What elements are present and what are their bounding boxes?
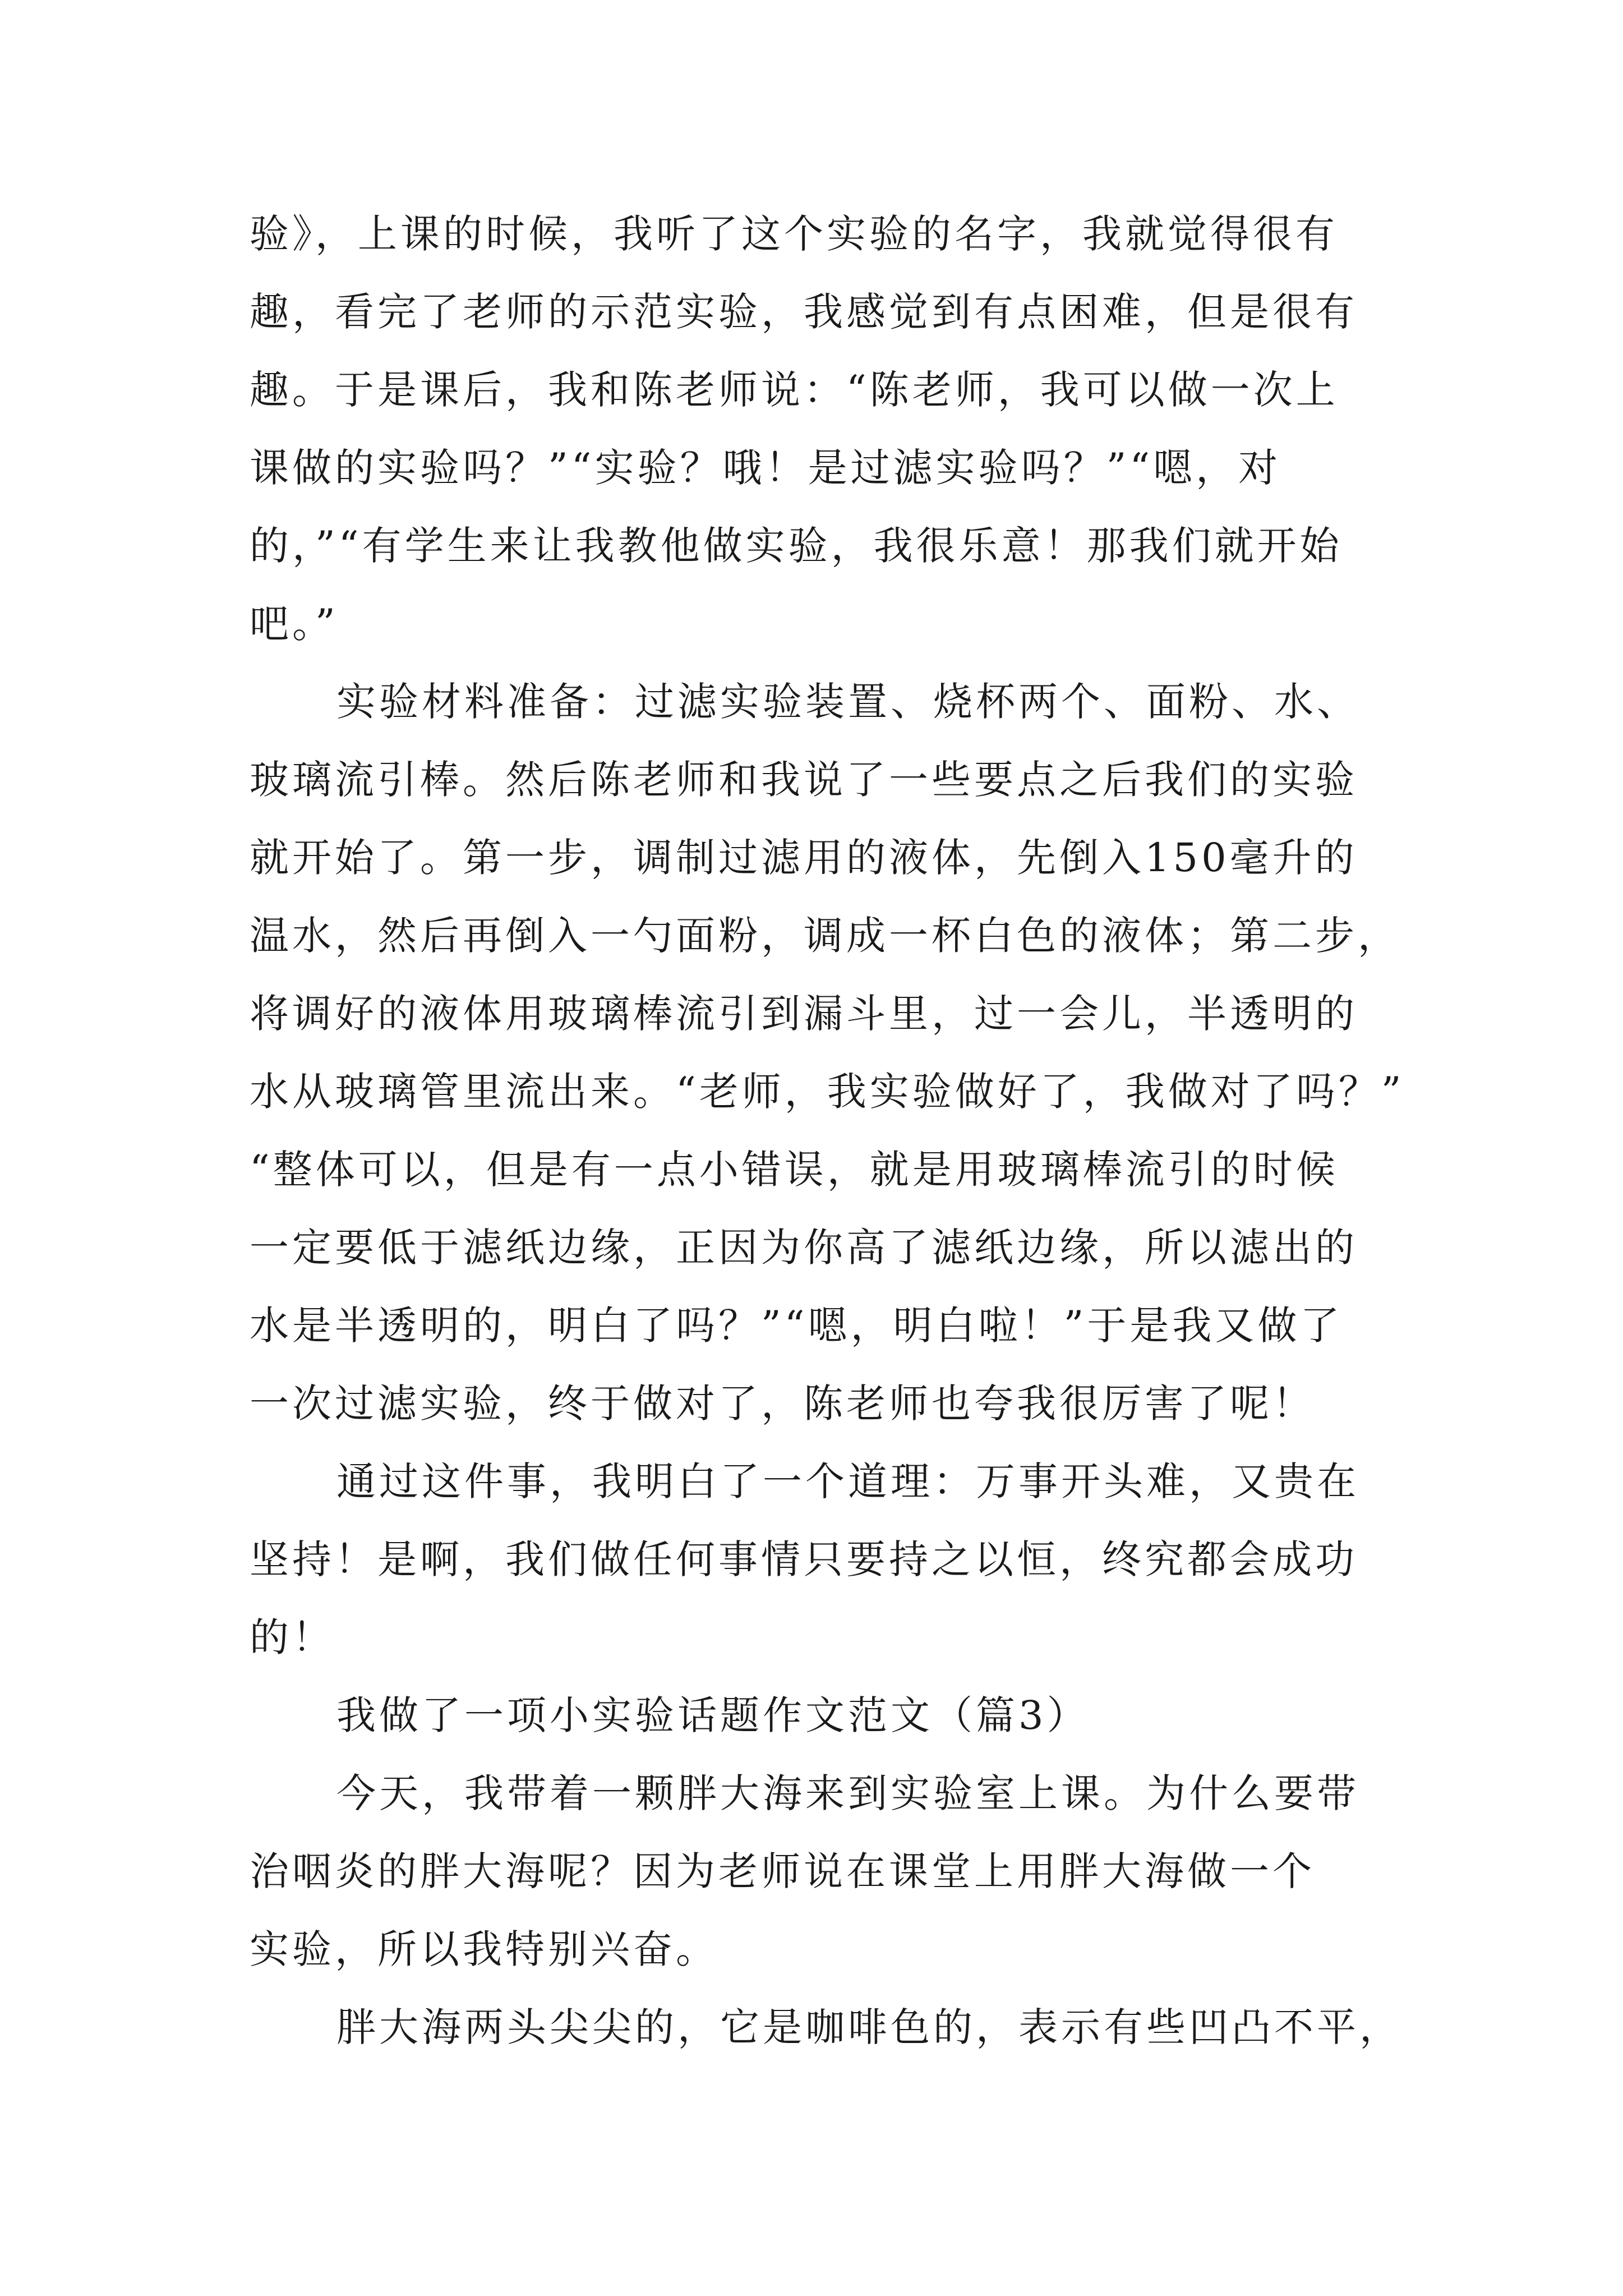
text-line: 玻璃流引棒。然后陈老师和我说了一些要点之后我们的实验 (250, 757, 1358, 803)
text-line: 实验，所以我特别兴奋。 (250, 1926, 718, 1972)
text-line: 水从玻璃管里流出来。“老师，我实验做好了，我做对了吗？” (250, 1069, 1405, 1115)
text-line: “整体可以，但是有一点小错误，就是用玻璃棒流引的时候 (250, 1147, 1339, 1193)
text-line: 今天，我带着一颗胖大海来到实验室上课。为什么要带 (336, 1770, 1359, 1816)
text-line: 将调好的液体用玻璃棒流引到漏斗里，过一会儿，半透明的 (250, 991, 1358, 1037)
text-line: 一次过滤实验，终于做对了，陈老师也夸我很厉害了呢！ (250, 1381, 1315, 1427)
text-line: 水是半透明的，明白了吗？”“嗯，明白啦！”于是我又做了 (250, 1303, 1343, 1349)
text-line: 实验材料准备：过滤实验装置、烧杯两个、面粉、水、 (336, 679, 1359, 725)
text-line: 趣，看完了老师的示范实验，我感觉到有点困难，但是很有 (250, 289, 1358, 335)
text-line: 通过这件事，我明白了一个道理：万事开头难，又贵在 (336, 1458, 1359, 1504)
text-line: 坚持！是啊，我们做任何事情只要持之以恒，终究都会成功 (250, 1536, 1358, 1582)
text-line: 吧。” (250, 601, 339, 647)
text-line: 温水，然后再倒入一勺面粉，调成一杯白色的液体；第二步， (250, 913, 1400, 959)
text-line: 的！ (250, 1614, 335, 1660)
text-line: 的，”“有学生来让我教他做实验，我很乐意！那我们就开始 (250, 523, 1343, 569)
text-line: 一定要低于滤纸边缘，正因为你高了滤纸边缘，所以滤出的 (250, 1225, 1358, 1271)
text-line: 趣。于是课后，我和陈老师说：“陈老师，我可以做一次上 (250, 367, 1339, 413)
text-line: 验》，上课的时候，我听了这个实验的名字，我就觉得很有 (250, 211, 1338, 257)
text-line: 课做的实验吗？”“实验？哦！是过滤实验吗？”“嗯，对 (250, 445, 1281, 491)
document-body (250, 195, 1405, 2067)
section-heading: 我做了一项小实验话题作文范文（篇3） (336, 1692, 1090, 1738)
text-line: 就开始了。第一步，调制过滤用的液体，先倒入150毫升的 (250, 835, 1358, 881)
text-line: 治咽炎的胖大海呢？因为老师说在课堂上用胖大海做一个 (250, 1848, 1315, 1894)
text-line: 胖大海两头尖尖的，它是咖啡色的，表示有些凹凸不平， (336, 2004, 1402, 2050)
